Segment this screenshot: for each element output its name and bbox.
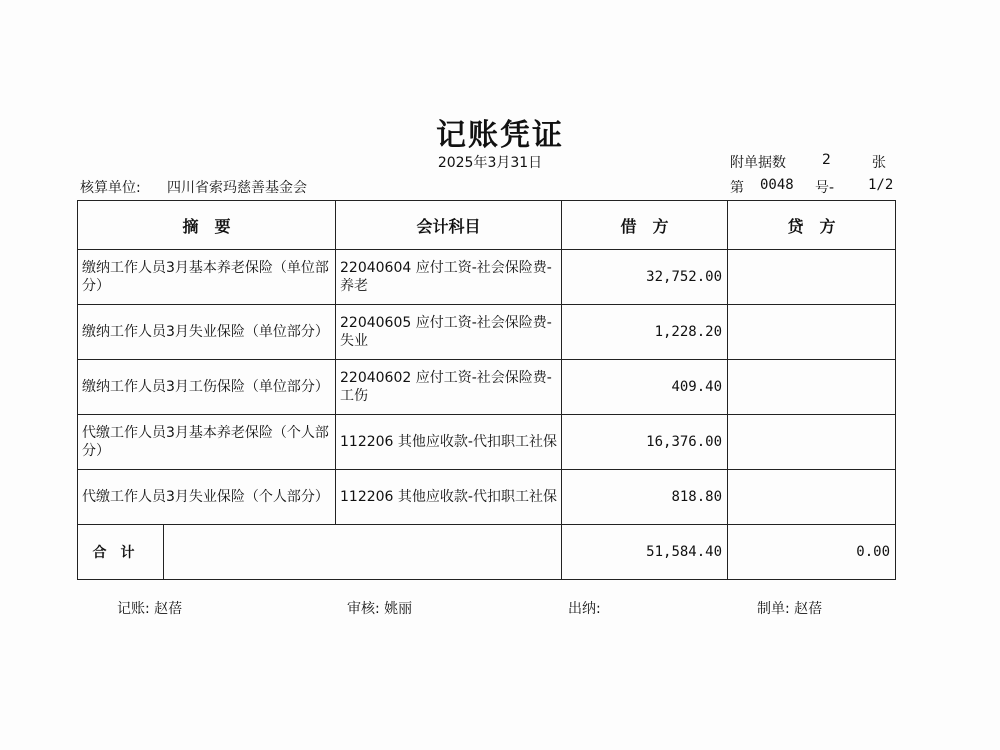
total-label: 合计 — [78, 525, 164, 580]
row-summary: 代缴工作人员3月失业保险（个人部分） — [78, 470, 336, 525]
voucher-date: 2025年3月31日 — [437, 155, 543, 171]
table-row — [78, 415, 896, 470]
reviewer-signature: 审核: 姚丽 — [347, 601, 413, 617]
row-account: 22040604 应付工资-社会保险费-养老 — [336, 250, 562, 305]
row-debit: 1,228.20 — [562, 305, 728, 360]
total-blank — [164, 525, 562, 580]
attachments-count: 2 — [822, 152, 831, 168]
voucher-number-suffix: 号- — [815, 180, 835, 196]
row-credit — [728, 360, 896, 415]
total-credit: 0.00 — [728, 525, 896, 580]
cashier-signature: 出纳: — [568, 601, 601, 617]
attachments-label: 附单据数 — [730, 155, 786, 171]
header-row — [78, 201, 896, 250]
row-summary: 缴纳工作人员3月基本养老保险（单位部分） — [78, 250, 336, 305]
header-account: 会计科目 — [336, 201, 562, 250]
row-account: 112206 其他应收款-代扣职工社保 — [336, 470, 562, 525]
row-account: 112206 其他应收款-代扣职工社保 — [336, 415, 562, 470]
header-credit: 贷 方 — [728, 201, 896, 250]
row-credit — [728, 470, 896, 525]
bookkeeper-signature: 记账: 赵蓓 — [117, 601, 183, 617]
total-row — [78, 525, 896, 580]
attachments-unit: 张 — [872, 155, 886, 171]
row-summary: 代缴工作人员3月基本养老保险（个人部分） — [78, 415, 336, 470]
row-credit — [728, 305, 896, 360]
row-summary: 缴纳工作人员3月工伤保险（单位部分） — [78, 360, 336, 415]
row-debit: 818.80 — [562, 470, 728, 525]
row-debit: 32,752.00 — [562, 250, 728, 305]
accounting-unit-name: 四川省索玛慈善基金会 — [167, 180, 307, 196]
row-credit — [728, 415, 896, 470]
voucher-page-number: 1/2 — [868, 177, 894, 193]
voucher-number: 0048 — [760, 177, 794, 193]
voucher-table — [77, 200, 896, 580]
row-debit: 409.40 — [562, 360, 728, 415]
voucher-title: 记账凭证 — [436, 118, 564, 153]
table-row — [78, 250, 896, 305]
row-summary: 缴纳工作人员3月失业保险（单位部分） — [78, 305, 336, 360]
total-debit: 51,584.40 — [562, 525, 728, 580]
row-account: 22040602 应付工资-社会保险费-工伤 — [336, 360, 562, 415]
table-row — [78, 360, 896, 415]
row-credit — [728, 250, 896, 305]
accounting-unit-label: 核算单位: — [80, 180, 141, 196]
voucher-number-prefix: 第 — [730, 180, 744, 196]
header-debit: 借 方 — [562, 201, 728, 250]
table-row — [78, 470, 896, 525]
row-debit: 16,376.00 — [562, 415, 728, 470]
table-row — [78, 305, 896, 360]
row-account: 22040605 应付工资-社会保险费-失业 — [336, 305, 562, 360]
header-summary: 摘 要 — [78, 201, 336, 250]
preparer-signature: 制单: 赵蓓 — [757, 601, 823, 617]
